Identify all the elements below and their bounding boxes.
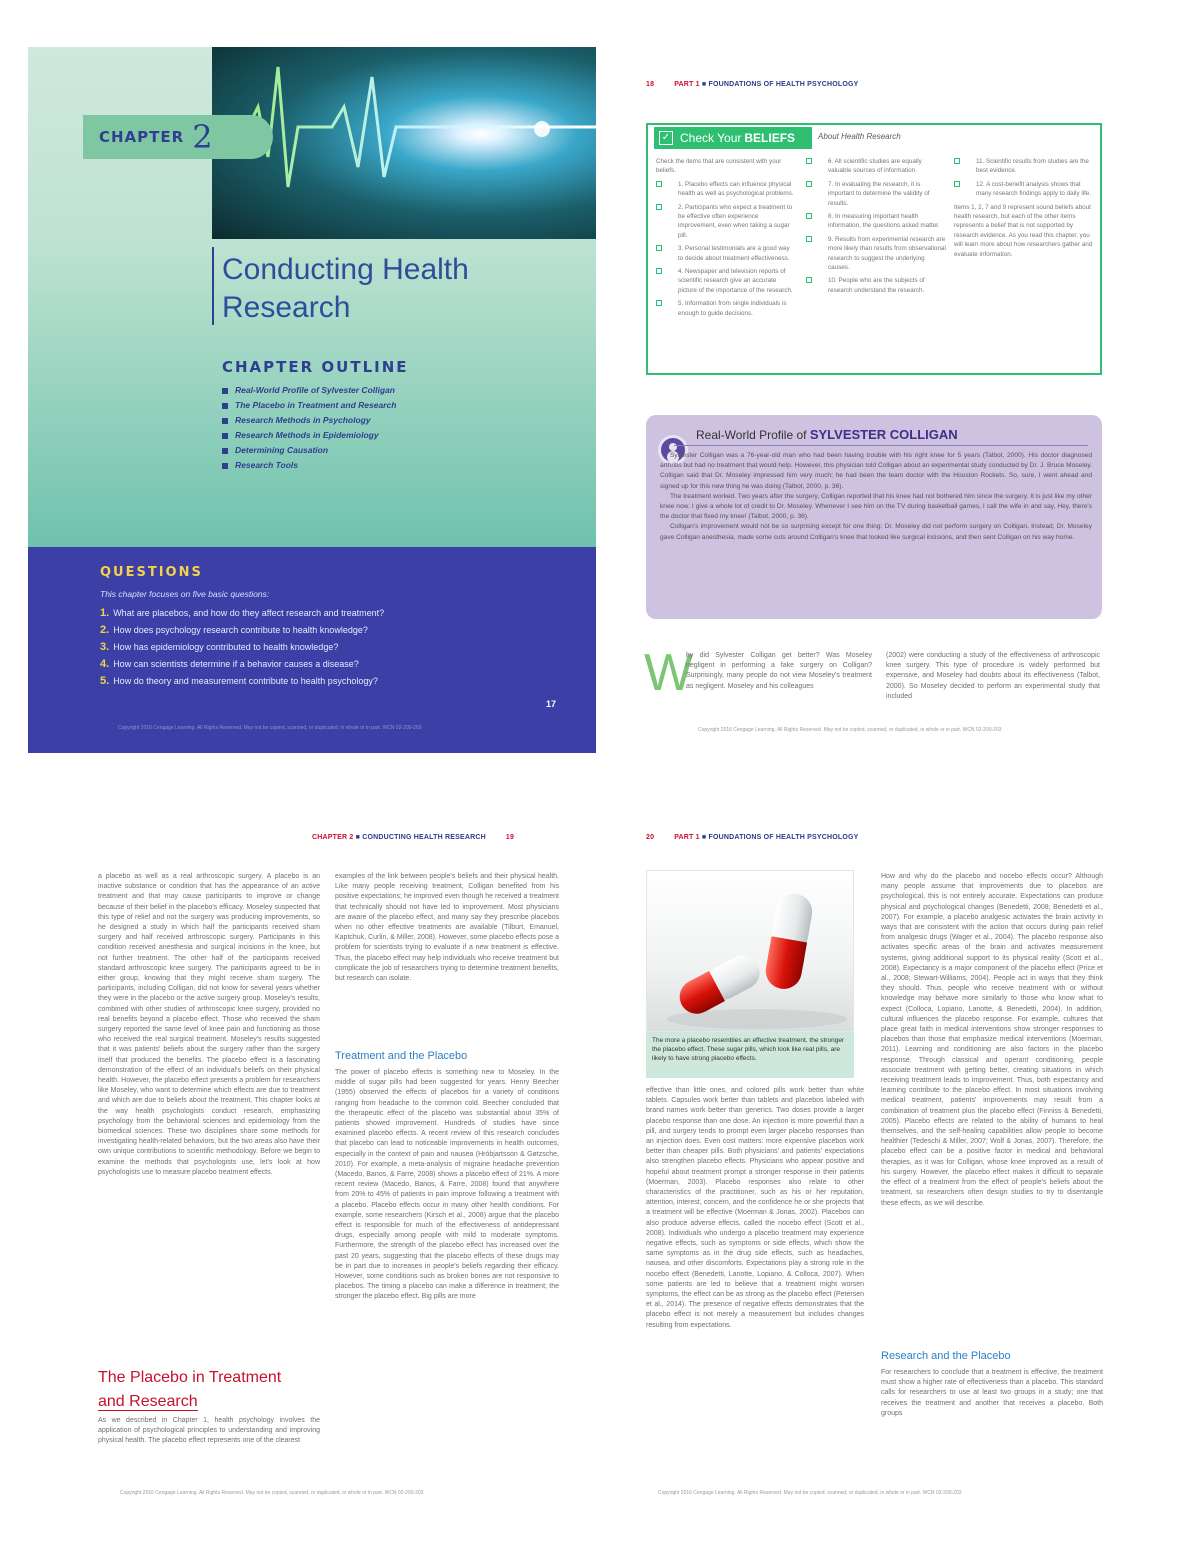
beliefs-summary: Items 1, 2, 7 and 9 represent sound beliefs about health research, but each of the other items represents a belief that is not supported by research evidence. As you read this chapter, you will learn more about how researchers gather and evaluate information. xyxy=(954,203,1093,258)
belief-item[interactable]: 9. Results from experimental research are more likely than results from observational research to suggest the underlying causes. xyxy=(806,235,946,273)
chapter-word: CHAPTER xyxy=(99,128,185,146)
beliefs-subtitle: About Health Research xyxy=(818,132,901,141)
chapter-tab xyxy=(83,115,273,159)
belief-item[interactable]: 7. In evaluating the research, it is important to determine the validity of results. xyxy=(806,180,946,208)
checkbox-icon[interactable] xyxy=(656,245,662,251)
outline-heading: CHAPTER OUTLINE xyxy=(222,358,409,376)
belief-item[interactable]: 11. Scientific results from studies are the best evidence. xyxy=(954,157,1094,176)
chapter-title xyxy=(222,251,582,327)
placebo-pills-photo xyxy=(646,870,854,1032)
belief-item[interactable]: 8. In measuring important health information, the questions asked matter. xyxy=(806,212,946,231)
beliefs-column-2 xyxy=(806,157,946,299)
bullet-icon xyxy=(222,433,228,439)
questions-intro: This chapter focuses on five basic questions: xyxy=(100,589,270,599)
profile-rule xyxy=(674,445,1088,446)
belief-item[interactable]: 4. Newspaper and television reports of scientific research give an accurate picture of the importance of the research. xyxy=(656,267,796,295)
belief-item[interactable]: 12. A cost-benefit analysis shows that many research findings apply to daily life. xyxy=(954,180,1094,199)
outline-item[interactable]: Determining Causation xyxy=(222,443,396,458)
title-line-1: Conducting Health xyxy=(222,253,469,286)
question-item: 5. How do theory and measurement contribute to health psychology? xyxy=(100,675,378,687)
bullet-icon xyxy=(222,388,228,394)
body-column-2: (2002) were conducting a study of the effectiveness of arthroscopic knee surgery. This type of procedure is widely performed but expensive, and Moseley had doubts about its effectiveness (Talbot, 2000). So Moseley decided to perform an experimental study that included xyxy=(886,652,1100,700)
real-world-profile-box xyxy=(646,415,1102,619)
body-column-1: hy did Sylvester Colligan get better? Was Moseley negligent in performing a fake surgery on Colligan? Surprisingly, many people do not view Moseley's treatment as negligent. Moseley and his colleagues xyxy=(686,652,872,690)
checkbox-icon[interactable] xyxy=(656,300,662,306)
page-number: 18 xyxy=(646,81,655,88)
capsule-icon xyxy=(647,871,855,1033)
copyright-line: Copyright 2016 Cengage Learning. All Rights Reserved. May not be copied, scanned, or duplicated, in whole or in part. WCN 02-200-203 xyxy=(118,725,422,731)
checkbox-icon[interactable] xyxy=(806,181,812,187)
questions-band xyxy=(28,547,596,753)
title-line-2: Research xyxy=(222,291,351,324)
chapter-number: 2 xyxy=(192,118,213,156)
question-item: 2. How does psychology research contribute to health knowledge? xyxy=(100,624,368,636)
bullet-icon xyxy=(222,448,228,454)
drop-cap: W xyxy=(644,644,694,702)
bullet-icon xyxy=(222,403,228,409)
checkbox-icon[interactable] xyxy=(806,236,812,242)
page-18 xyxy=(608,47,1168,753)
page-number: 17 xyxy=(545,699,556,709)
running-head: CHAPTER 2 ■ CONDUCTING HEALTH RESEARCH 19 xyxy=(312,834,515,841)
belief-item[interactable]: 3. Personal testimonials are a good way to decide about treatment effectiveness. xyxy=(656,244,796,263)
body-column-2b: For researchers to conclude that a treatment is effective, the treatment must show a higher rate of effectiveness than a placebo. This standard calls for researchers to use at least two groups in a study; one that receives the treatment and another that receives a placebo. Both groups xyxy=(881,1369,1103,1417)
belief-item[interactable]: 6. All scientific studies are equally valuable sources of information. xyxy=(806,157,946,176)
photo-caption-box xyxy=(646,1032,854,1078)
question-item: 3. How has epidemiology contributed to health knowledge? xyxy=(100,641,339,653)
beliefs-column-1: Check the items that are consistent with your beliefs. 1. Placebo effects can influence physical health as well as psychological problems. 2. Participants who expect a treatment to be effective often experience improvement, even when taking a sugar pill. 3. Personal testimonials are a good way to decide about treatment effectiveness. 4. Newspaper and television reports of scientific research give an accurate picture of the importance of the research. 5. Information from single individuals is enough to guide decisions. xyxy=(656,157,796,322)
photo-caption: The more a placebo resembles an effective treatment, the stronger the placebo effect. These sugar pills, which look like real pills, are likely to have strong placebo effects. xyxy=(652,1037,845,1062)
questions-list xyxy=(100,605,384,690)
belief-item[interactable]: 2. Participants who expect a treatment to be effective often experience improvement, even when taking a sugar pill. xyxy=(656,203,796,241)
checkbox-icon[interactable] xyxy=(806,213,812,219)
checkbox-icon[interactable] xyxy=(656,181,662,187)
running-head: 18 PART 1 ■ FOUNDATIONS OF HEALTH PSYCHOLOGY xyxy=(646,81,859,88)
questions-heading: QUESTIONS xyxy=(100,565,203,580)
outline-item[interactable]: Research Methods in Psychology xyxy=(222,413,396,428)
check-your-beliefs-box xyxy=(646,123,1102,375)
beliefs-header: ✓ Check Your BELIEFS xyxy=(654,127,812,149)
belief-item[interactable]: 5. Information from single individuals is enough to guide decisions. xyxy=(656,299,796,318)
copyright-line: Copyright 2016 Cengage Learning. All Rights Reserved. May not be copied, scanned, or duplicated, in whole or in part. WCN 02-200-203 xyxy=(698,727,1002,733)
beliefs-column-3 xyxy=(954,157,1094,259)
checkbox-icon[interactable] xyxy=(954,158,960,164)
checkbox-icon[interactable] xyxy=(656,268,662,274)
bullet-icon xyxy=(222,418,228,424)
profile-title: Real-World Profile of SYLVESTER COLLIGAN xyxy=(696,427,958,442)
running-head: 20 PART 1 ■ FOUNDATIONS OF HEALTH PSYCHOLOGY xyxy=(646,834,859,841)
body-column-2b: The power of placebo effects is something new to Moseley. In the middle of sugar pills had been suggested for years. Henry Beecher (1955) observed the effects of placebos for a variety of conditions ranging from headache to the common cold. Beecher concluded that the therapeutic effect of the placebo was substantial about 35% of patients showed improvement. Hundreds of studies have since examined placebo effects. A recent review of this research concludes that placebo can lead to noticeable improvements in health outcomes, especially in the context of pain and nausea (Hróbjartsson & Gøtzsche, 2010). For example, a meta-analysis of migraine headache prevention (Macedo, Banos, & Farre, 2008) shows a placebo effect of 21%. A more recent review (Macedo, Banos, & Farre, 2008) found that anywhere from 20% to 45% of patients in pain improve following a treatment with a placebo. Placebo effects occur in many other health conditions. For example, some researchers (Kirsch et al., 2008) argue that the placebo effect is responsible for much of the effectiveness of antidepressant drugs, especially among people with mild to moderate symptoms. Furthermore, the strength of the placebo effect has increased over the past 20 years, suggesting that the placebo effects of these drugs may be in part due to increases in people's beliefs regarding their efficacy. However, some conditions such as broken bones are not responsive to placebos. The timing a placebo can make a difference in treatment; the stronger the placebo effect. Big pills are more xyxy=(335,1069,559,1301)
subsection-heading: Treatment and the Placebo xyxy=(335,1050,468,1062)
section-heading: The Placebo in Treatment and Research xyxy=(98,1369,282,1410)
bullet-icon xyxy=(222,463,228,469)
body-column-1: effective than little ones, and colored pills work better than white tablets. Capsules work better than tablets and placebos labeled with brand names work better than generics. Two doses provide a larger placebo response than one dose. An injection is more powerful than a pill, and surgery tends to prompt even larger placebo responses than an injection does. Even cost matters: more expensive placebos work better than cheaper pills. Both physicians' and patients' expectations also strengthen placebo effects. Physicians who appear positive and hopeful about treatment prompt a stronger response in their patients (Moerman, 2003). Placebo responses also relate to other characteristics of the practitioner, such as his or her reputation, attention, interest, concern, and the confidence he or she projects that a treatment will be effective (Moerman & Jonas, 2002). Placebos can also produce adverse effects, called the nocebo effect (Scott et al., 2008). Individuals who undergo a placebo treatment may experience negative effects, such as symptoms or side effects, which show the same symptoms as in the drug side effects, such as headaches, nausea, and other discomforts. Expectations play a strong role in the nocebo effect (Benedetti, Lanotte, Lopiano, & Colloca, 2007). When some patients are led to believe that a treatment might worsen symptoms, the effect can be as strong as the placebo effect (Petersen et al., 2014). The presence of negative effects demonstrates that the placebo effect is not merely a measurement but includes changes resulting from expectations. xyxy=(646,1087,864,1329)
subsection-heading: Research and the Placebo xyxy=(881,1350,1011,1362)
belief-item[interactable]: 10. People who are the subjects of research understand the research. xyxy=(806,276,946,295)
outline-item[interactable]: Real-World Profile of Sylvester Colligan xyxy=(222,383,396,398)
page-19 xyxy=(28,820,596,1520)
belief-item[interactable]: 1. Placebo effects can influence physical health as well as psychological problems. xyxy=(656,180,796,199)
page-20 xyxy=(608,820,1168,1520)
question-item: 1. What are placebos, and how do they affect research and treatment? xyxy=(100,607,385,619)
title-rule xyxy=(212,247,214,325)
chapter-outline xyxy=(222,383,396,473)
body-column-2: examples of the link between people's beliefs and their physical health. Like many people receiving treatment, Colligan benefited from his positive expectations; he improved even though he received a treatment that technically should not have led to improvement. Most physicians are aware of the placebo effect, and many say they prescribe placebos when no other effective treatments are available (Tilburt, Emanuel, Kaptchuk, Curlin, & Miller, 2008). However, some placebo effects pose a problem for scientists trying to evaluate if a new treatment is effective. Thus, the placebo effect may help individuals who receive treatment but complicate the job of researchers trying to determine treatment benefits, but research can isolate. xyxy=(335,873,559,983)
question-item: 4. How can scientists determine if a behavior causes a disease? xyxy=(100,658,359,670)
outline-item[interactable]: Research Methods in Epidemiology xyxy=(222,428,396,443)
outline-item[interactable]: The Placebo in Treatment and Research xyxy=(222,398,396,413)
body-column-1: a placebo as well as a real arthroscopic surgery. A placebo is an inactive substance or condition that has the appearance of an active treatment and that may cause participants to improve or change because of their belief in the placebo's efficacy. Moseley suspected that this type of relief and not the surgery was producing improvements, so he designed a study in which half the participants received sham surgery and half received arthroscopic surgery. Participants in this condition received anesthesia and surgical incisions in the knee, but not further treatment. The other half of the participants received standard arthroscopic knee surgery. The participants agreed to be in either group, knowing that they might receive sham surgery. The participants, including Colligan, did not know for several years whether they were in the placebo or the active surgery group. Moseley's results, combined with other studies of arthroscopic knee surgery, provided no real benefits beyond a placebo effect. Those who received the sham surgery reported the same level of knee pain and functioning as those who received the real surgical treatment. Moseley's results suggested that it was patients' beliefs about the surgery rather than the surgery itself that produced the benefits. The placebo effect is a fascinating demonstration of the effect of an individual's beliefs on their physical health. However, the placebo effect presents a problem for researchers like Moseley, who want to determine which effects are due to treatment and which are due to beliefs about the treatment. This chapter looks at the way health psychologists conduct research, emphasizing psychology from the behavioral sciences and epidemiology from the biomedical sciences. These two disciplines share some methods for investigating health-related behaviors, but the two areas also have their own unique contributions to scientific methodology. Before we begin to examine the methods that psychologists use, let's look at how psychologists use to measure placebo treatment effects. xyxy=(98,873,320,1176)
checkbox-icon[interactable] xyxy=(806,158,812,164)
checkbox-icon[interactable] xyxy=(656,204,662,210)
outline-item[interactable]: Research Tools xyxy=(222,458,396,473)
copyright-line: Copyright 2016 Cengage Learning. All Rights Reserved. May not be copied, scanned, or duplicated, in whole or in part. WCN 02-200-203 xyxy=(658,1490,962,1496)
checkbox-icon[interactable] xyxy=(954,181,960,187)
page-17-chapter-opener xyxy=(28,47,596,753)
copyright-line: Copyright 2016 Cengage Learning. All Rights Reserved. May not be copied, scanned, or duplicated, in whole or in part. WCN 02-200-203 xyxy=(120,1490,424,1496)
checkbox-icon: ✓ xyxy=(659,131,673,145)
checkbox-icon[interactable] xyxy=(806,277,812,283)
body-column-1b: As we described in Chapter 1, health psychology involves the application of psychological principles to understanding and improving physical health. The placebo effect represents one of the clearest xyxy=(98,1417,320,1445)
body-column-2: How and why do the placebo and nocebo effects occur? Although many people assume that improvements due to placebos are psychological, this is not entirely accurate. Expectations can produce physical and psychological changes (Benedetti, 2008; Benedetti et al., 2007). For example, a placebo analgesic activates the brain activity in ways that are consistent with the action that occurs during pain relief from analgesic drugs (Wager et al., 2004). The placebo response also activates specific areas of the brain and activates measurement systems, giving additional support to its physical reality (Scott et al., 2008). Expectancy is a major component of the placebo effect (Price et al., 2008; Stewart-Williams, 2004). People act in ways that they think they should. Thus, people who receive treatment with or without knowledge may behave more similarly to those who know what to expect (Colloca, Lopiano, Lanotte, & Benedetti, 2004). In addition, cultural influences the placebo response. For example, cultures that place great faith in medical interventions show stronger responses to placebos than those that emphasize medical interventions (Moerman, 2011). Learning and conditioning are also factors in the placebo response. Through classical and operant conditioning, people associate treatment with getting better, creating situations in which receiving treatment leads to improvement. Thus, both expectancy and learning contribute to the placebo effect. In most situations involving medical treatment, patients' improvements may result from a combination of treatment plus the placebo effect (Finniss & Benedetti, 2005). Placebo effects are related to the ability of humans to heal themselves, and the self-healing capabilities allow people to become healthier (Tedeschi & Miller, 2007; Wolf & Jonas, 2007). Therefore, the placebo effect can be a positive factor in medical and behavioral therapies, as it was for Colligan, whose knee improved as a result of his surgery. However, the placebo effect makes it difficult to separate the effect of a treatment from the effect of people's beliefs about the treatment, so researchers often design studies to try to disentangle these effects, as we will describe. xyxy=(881,873,1103,1207)
profile-text: Sylvester Colligan was a 76-year-old man who had been having trouble with his right knee for 5 years (Talbot, 2000). His doctor diagnosed arthritis but had no treatment that would help. However, this physician told Colligan about an experimental study conducted by Dr. J. Bruce Moseley. Colligan said that Dr. Moseley impressed him very much; he had been the team doctor with the Houston Rockets. So, sure, I went ahead and signed up for this new thing he was doing (Talbot, 2000, p. 36). The treatment worked. Two years after the surgery, Colligan reported that his knee had not bothered him since the surgery. It is just like my other knee now. I give a whole lot of credit to Dr. Moseley. Whenever I see him on the TV during basketball games, I call the wife in and say, Hey, there's the doctor that fixed my knee! (Talbot, 2000, p. 36). Colligan's improvement would not be so surprising except for one thing: Dr. Moseley did not perform surgery on Colligan. Instead, Dr. Moseley gave Colligan anesthesia, made some cuts around Colligan's knee that looked like surgical incisions, and then sent Colligan on his way home. xyxy=(660,452,1092,541)
